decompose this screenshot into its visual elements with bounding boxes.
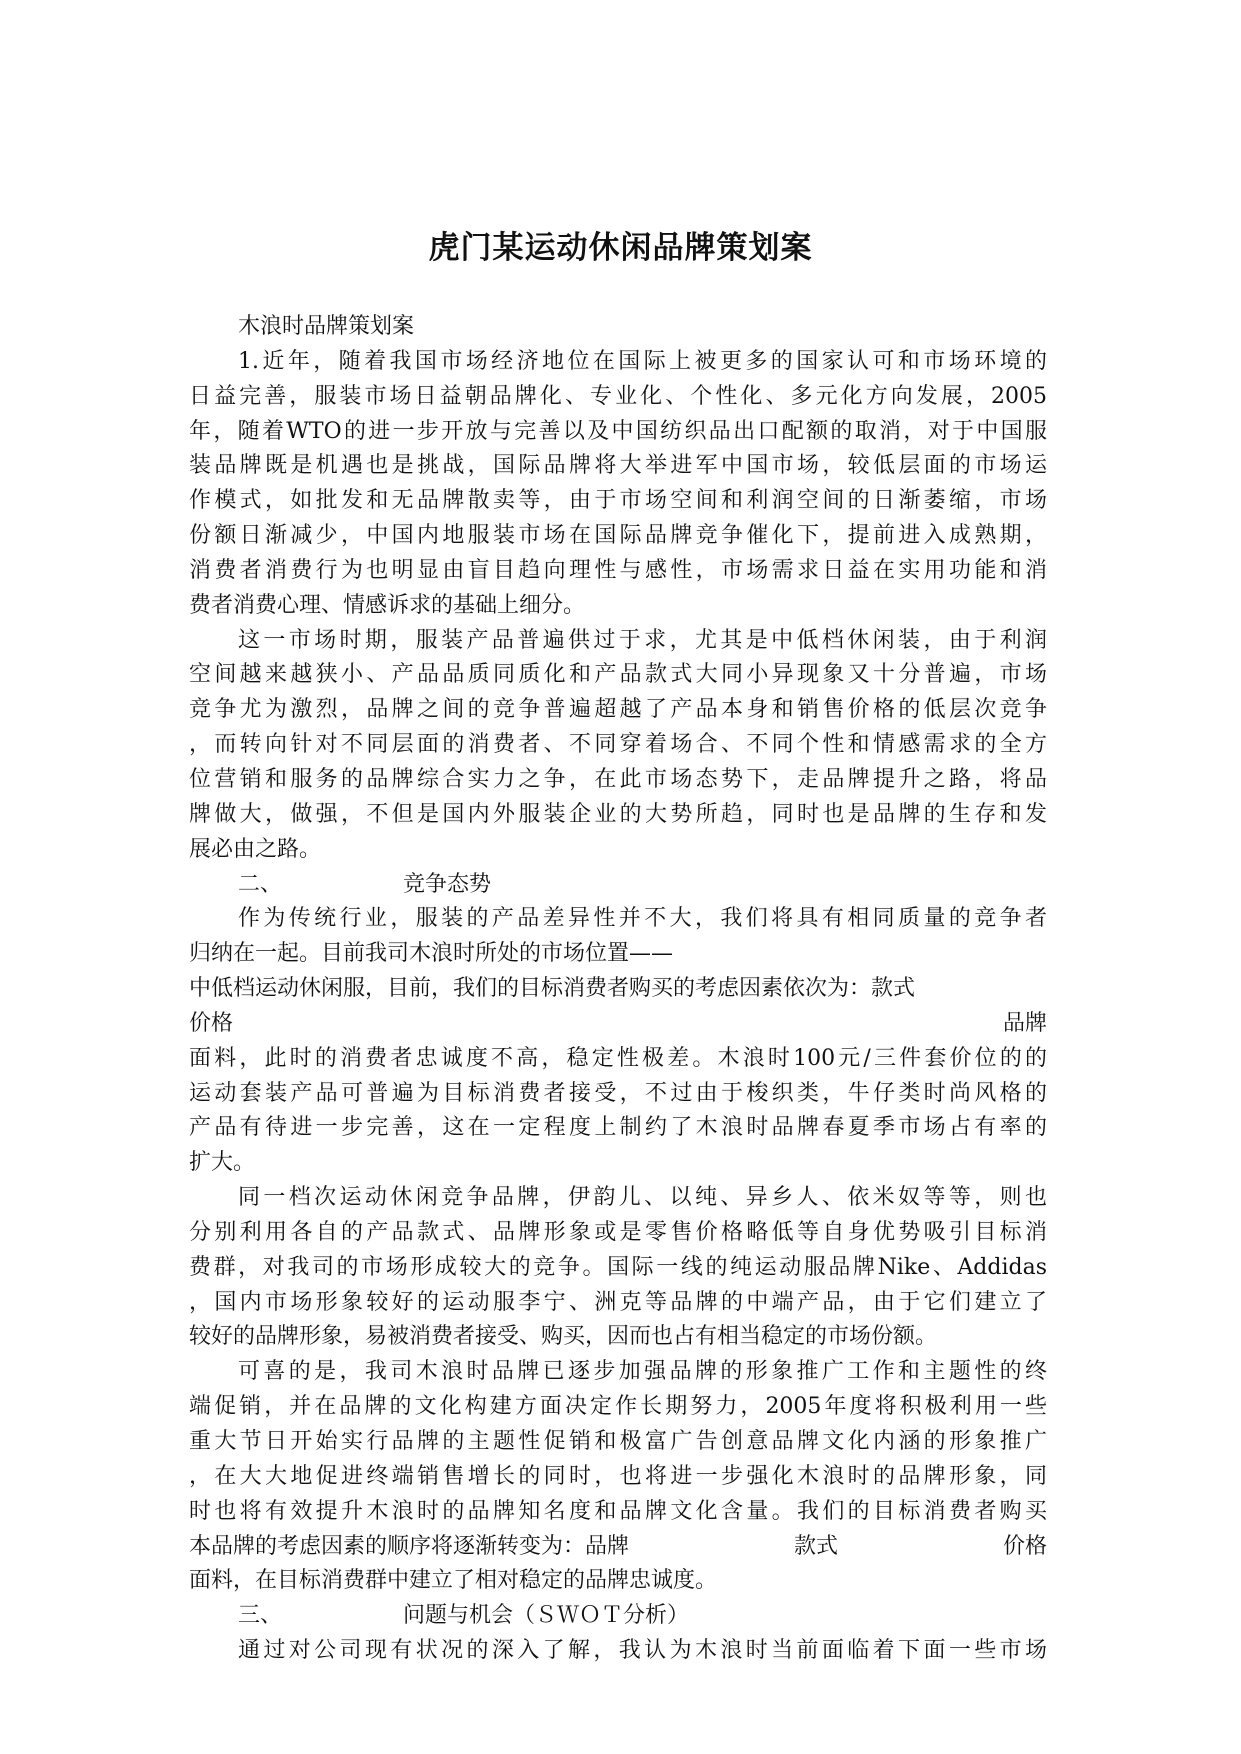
text-line: 时也将有效提升木浪时的品牌知名度和品牌文化含量。我们的目标消费者购买 (189, 1498, 1047, 1524)
text-line: 费者消费心理、情感诉求的基础上细分。 (189, 592, 586, 618)
section-number: 二、 (238, 871, 283, 897)
text-line: 作为传统行业，服装的产品差异性并不大，我们将具有相同质量的竞争者 (238, 906, 1047, 932)
text-line: 费群，对我司的市场形成较大的竞争。国际一线的纯运动服品牌Nike、Addidas (189, 1254, 1047, 1280)
text-line: 较好的品牌形象，易被消费者接受、购买，因而也占有相当稳定的市场份额。 (189, 1324, 938, 1350)
text-line: ，国内市场形象较好的运动服李宁、洲克等品牌的中端产品，由于它们建立了 (189, 1289, 1047, 1315)
text-line: 位营销和服务的品牌综合实力之争，在此市场态势下，走品牌提升之路，将品 (189, 766, 1047, 792)
text-line: 重大节日开始实行品牌的主题性促销和极富广告创意品牌文化内涵的形象推广 (189, 1429, 1047, 1454)
price-brand-line (189, 1007, 1047, 1042)
text-fragment: 本品牌的考虑因素的顺序将逐渐转变为：品牌 (189, 1533, 630, 1559)
text-line: ，在大大地促进终端销售增长的同时，也将进一步强化木浪时的品牌形象，同 (189, 1463, 1047, 1489)
text-line: 端促销，并在品牌的文化构建方面决定作长期努力，2005年度将积极利用一些 (189, 1394, 1047, 1420)
section-title: 问题与机会（ＳＷＯＴ分析） (403, 1603, 690, 1629)
text-line: 牌做大，做强，不但是国内外服装企业的大势所趋，同时也是品牌的生存和发 (189, 801, 1047, 827)
text-line: 竞争尤为激烈，品牌之间的竞争普遍超越了产品本身和销售价格的低层次竞争 (189, 697, 1047, 723)
text-line: ，而转向针对不同层面的消费者、不同穿着场合、不同个性和情感需求的全方 (189, 732, 1047, 758)
section-number: 三、 (238, 1603, 283, 1629)
section-heading-swot (189, 1599, 1047, 1634)
text-line: 面料，在目标消费群中建立了相对稳定的品牌忠诚度。 (189, 1568, 718, 1594)
document-title: 虎门某运动休闲品牌策划案 (428, 230, 813, 266)
text-fragment: 品牌 (1002, 1010, 1047, 1036)
section-heading-competition (189, 868, 1047, 903)
text-line: 作模式，如批发和无品牌散卖等，由于市场空间和利润空间的日渐萎缩，市场 (189, 488, 1047, 514)
text-line: 消费者消费行为也明显由盲目趋向理性与感性，市场需求日益在实用功能和消 (189, 557, 1047, 583)
text-line: 装品牌既是机遇也是挑战，国际品牌将大举进军中国市场，较低层面的市场运 (189, 453, 1047, 479)
text-line: 分别利用各自的产品款式、品牌形象或是零售价格略低等自身优势吸引目标消 (189, 1219, 1047, 1245)
text-line: 扩大。 (189, 1150, 256, 1176)
text-line: 面料，此时的消费者忠诚度不高，稳定性极差。木浪时100元/三件套价位的的 (189, 1045, 1047, 1071)
text-fragment: 价格 (189, 1010, 234, 1036)
document-body (189, 310, 1047, 1669)
text-line: 空间越来越狭小、产品品质同质化和产品款式大同小异现象又十分普遍，市场 (189, 662, 1047, 688)
text-line: 通过对公司现有状况的深入了解，我认为木浪时当前面临着下面一些市场 (238, 1638, 1047, 1664)
section-title: 竞争态势 (403, 871, 492, 897)
text-fragment: 价格 (1002, 1533, 1047, 1559)
text-line: 1.近年，随着我国市场经济地位在国际上被更多的国家认可和市场环境的 (238, 348, 1047, 374)
text-line: 展必由之路。 (189, 836, 322, 862)
factor-order-line (189, 1530, 1047, 1565)
text-line: 同一档次运动休闲竞争品牌，伊韵儿、以纯、异乡人、依米奴等等，则也 (238, 1185, 1047, 1211)
text-line: 这一市场时期，服装产品普遍供过于求，尤其是中低档休闲装，由于利润 (238, 627, 1047, 653)
text-line: 木浪时品牌策划案 (238, 314, 415, 339)
text-fragment: 款式 (793, 1533, 838, 1559)
text-line: 可喜的是，我司木浪时品牌已逐步加强品牌的形象推广工作和主题性的终 (238, 1359, 1047, 1385)
text-line: 年，随着WTO的进一步开放与完善以及中国纺织品出口配额的取消，对于中国服 (189, 418, 1047, 444)
text-line: 归纳在一起。目前我司木浪时所处的市场位置—— (189, 941, 674, 967)
text-line: 日益完善，服装市场日益朝品牌化、专业化、个性化、多元化方向发展，2005 (189, 383, 1047, 409)
text-line: 运动套装产品可普遍为目标消费者接受，不过由于梭织类，牛仔类时尚风格的 (189, 1080, 1047, 1106)
text-line: 份额日渐减少，中国内地服装市场在国际品牌竞争催化下，提前进入成熟期， (189, 523, 1047, 549)
text-line: 中低档运动休闲服，目前，我们的目标消费者购买的考虑因素依次为：款式 (189, 976, 916, 1002)
text-line: 产品有待进一步完善，这在一定程度上制约了木浪时品牌春夏季市场占有率的 (189, 1115, 1047, 1141)
